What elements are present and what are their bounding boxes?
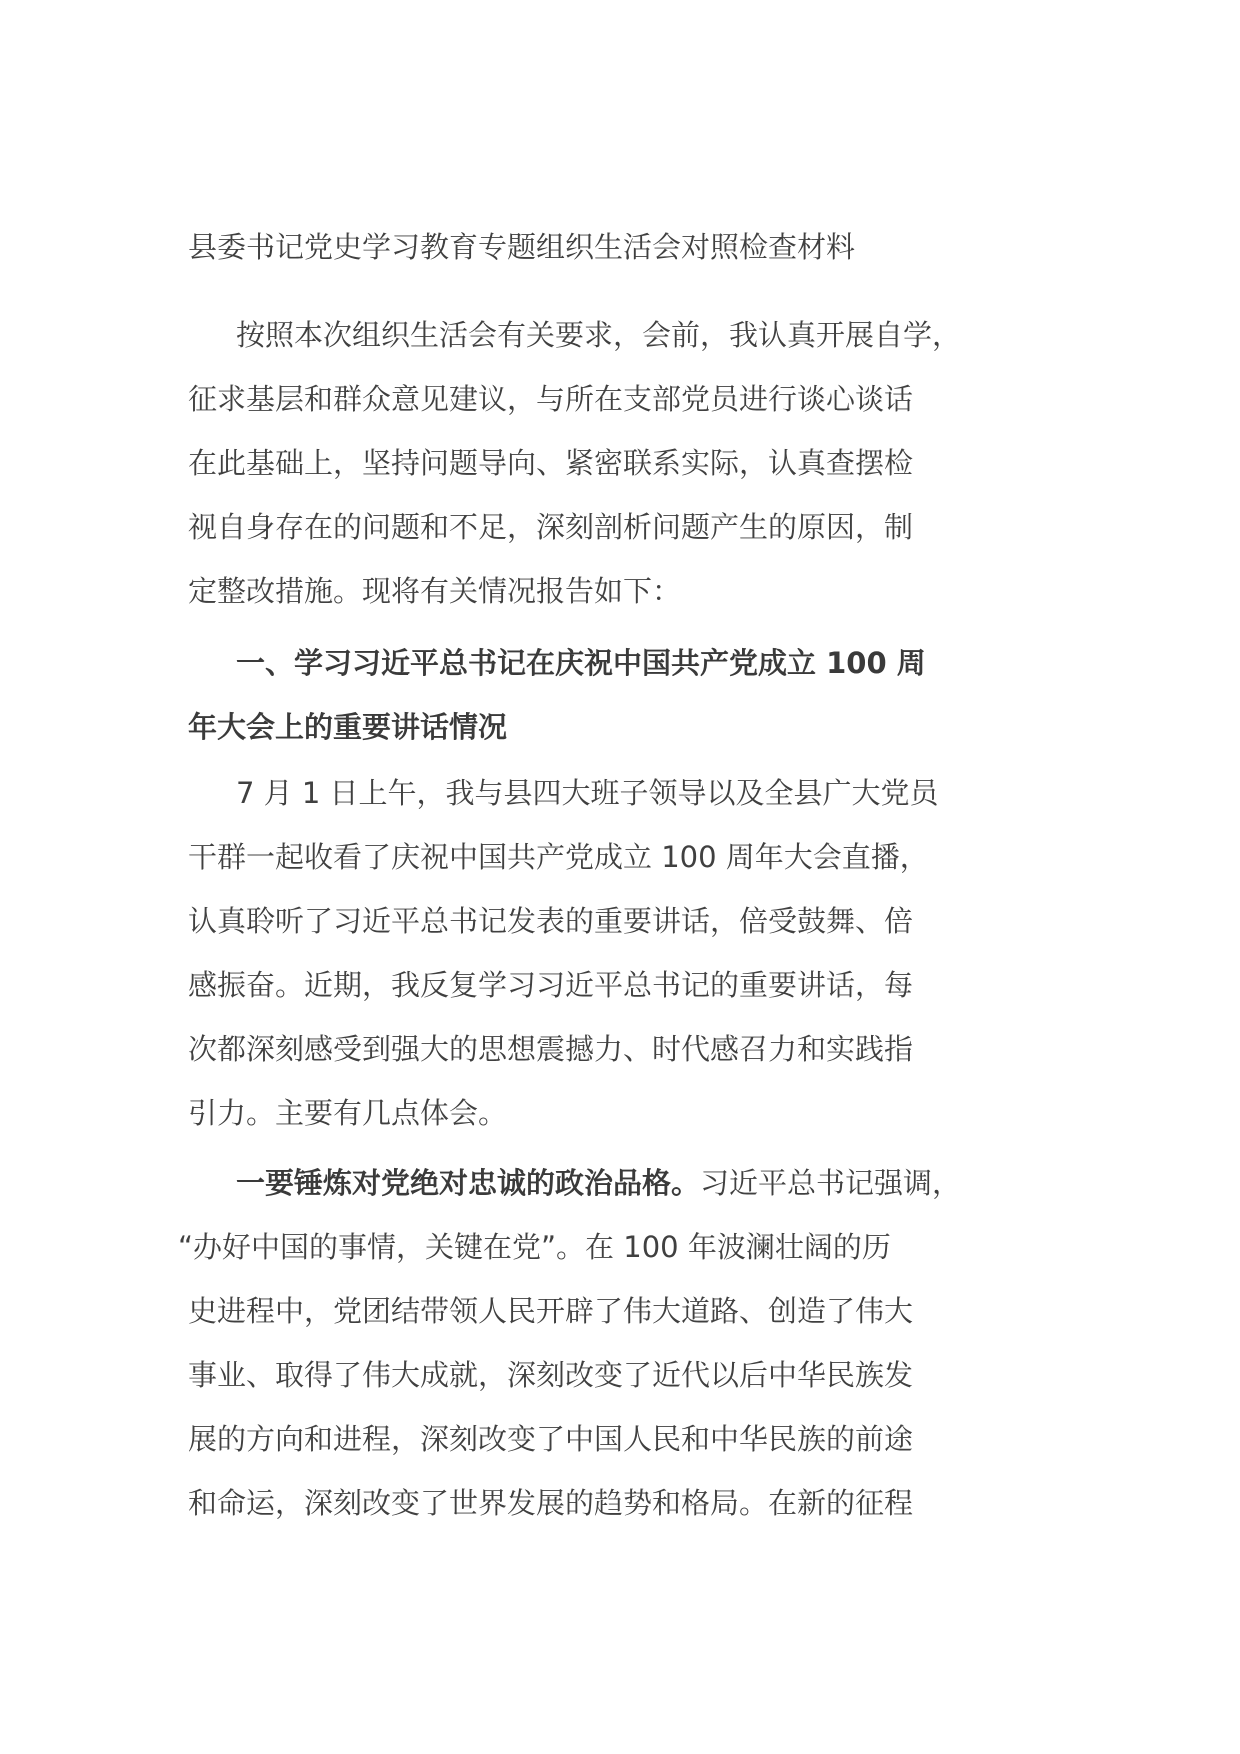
paragraph-line: 引力。主要有几点体会。 — [188, 1096, 508, 1130]
paragraph-line: 感振奋。近期，我反复学习习近平总书记的重要讲话，每 — [188, 968, 914, 1002]
paragraph-line: 事业、取得了伟大成就，深刻改变了近代以后中华民族发 — [188, 1358, 914, 1392]
paragraph-line: 认真聆听了习近平总书记发表的重要讲话，倍受鼓舞、倍 — [188, 904, 914, 938]
paragraph-line: 定整改措施。现将有关情况报告如下： — [188, 574, 682, 608]
paragraph-line: 按照本次组织生活会有关要求，会前，我认真开展自学， — [236, 318, 962, 352]
document-title: 县委书记党史学习教育专题组织生活会对照检查材料 — [188, 230, 856, 264]
paragraph-line: 次都深刻感受到强大的思想震撼力、时代感召力和实践指 — [188, 1032, 914, 1066]
bold-lead-sentence: 一要锤炼对党绝对忠诚的政治品格。 — [236, 1166, 701, 1200]
paragraph-line: 视自身存在的问题和不足，深刻剖析问题产生的原因，制 — [188, 510, 914, 544]
paragraph-line — [236, 1163, 961, 1203]
paragraph-line: 7 月 1 日上午，我与县四大班子领导以及全县广大党员 — [236, 776, 939, 810]
paragraph-line: 和命运，深刻改变了世界发展的趋势和格局。在新的征程 — [188, 1486, 914, 1520]
paragraph-line: 史进程中，党团结带领人民开辟了伟大道路、创造了伟大 — [188, 1294, 914, 1328]
section-heading: 一、学习习近平总书记在庆祝中国共产党成立 100 周 — [236, 646, 926, 680]
sentence-text: 习近平总书记强调， — [700, 1166, 962, 1200]
paragraph-line: 在此基础上，坚持问题导向、紧密联系实际，认真查摆检 — [188, 446, 914, 480]
paragraph-line: 展的方向和进程，深刻改变了中国人民和中华民族的前途 — [188, 1422, 914, 1456]
paragraph-line: “办好中国的事情，关键在党”。在 100 年波澜壮阔的历 — [178, 1230, 891, 1264]
paragraph-line: 干群一起收看了庆祝中国共产党成立 100 周年大会直播， — [188, 840, 929, 874]
section-heading: 年大会上的重要讲话情况 — [188, 710, 508, 744]
paragraph-line: 征求基层和群众意见建议，与所在支部党员进行谈心谈话 — [188, 382, 914, 416]
